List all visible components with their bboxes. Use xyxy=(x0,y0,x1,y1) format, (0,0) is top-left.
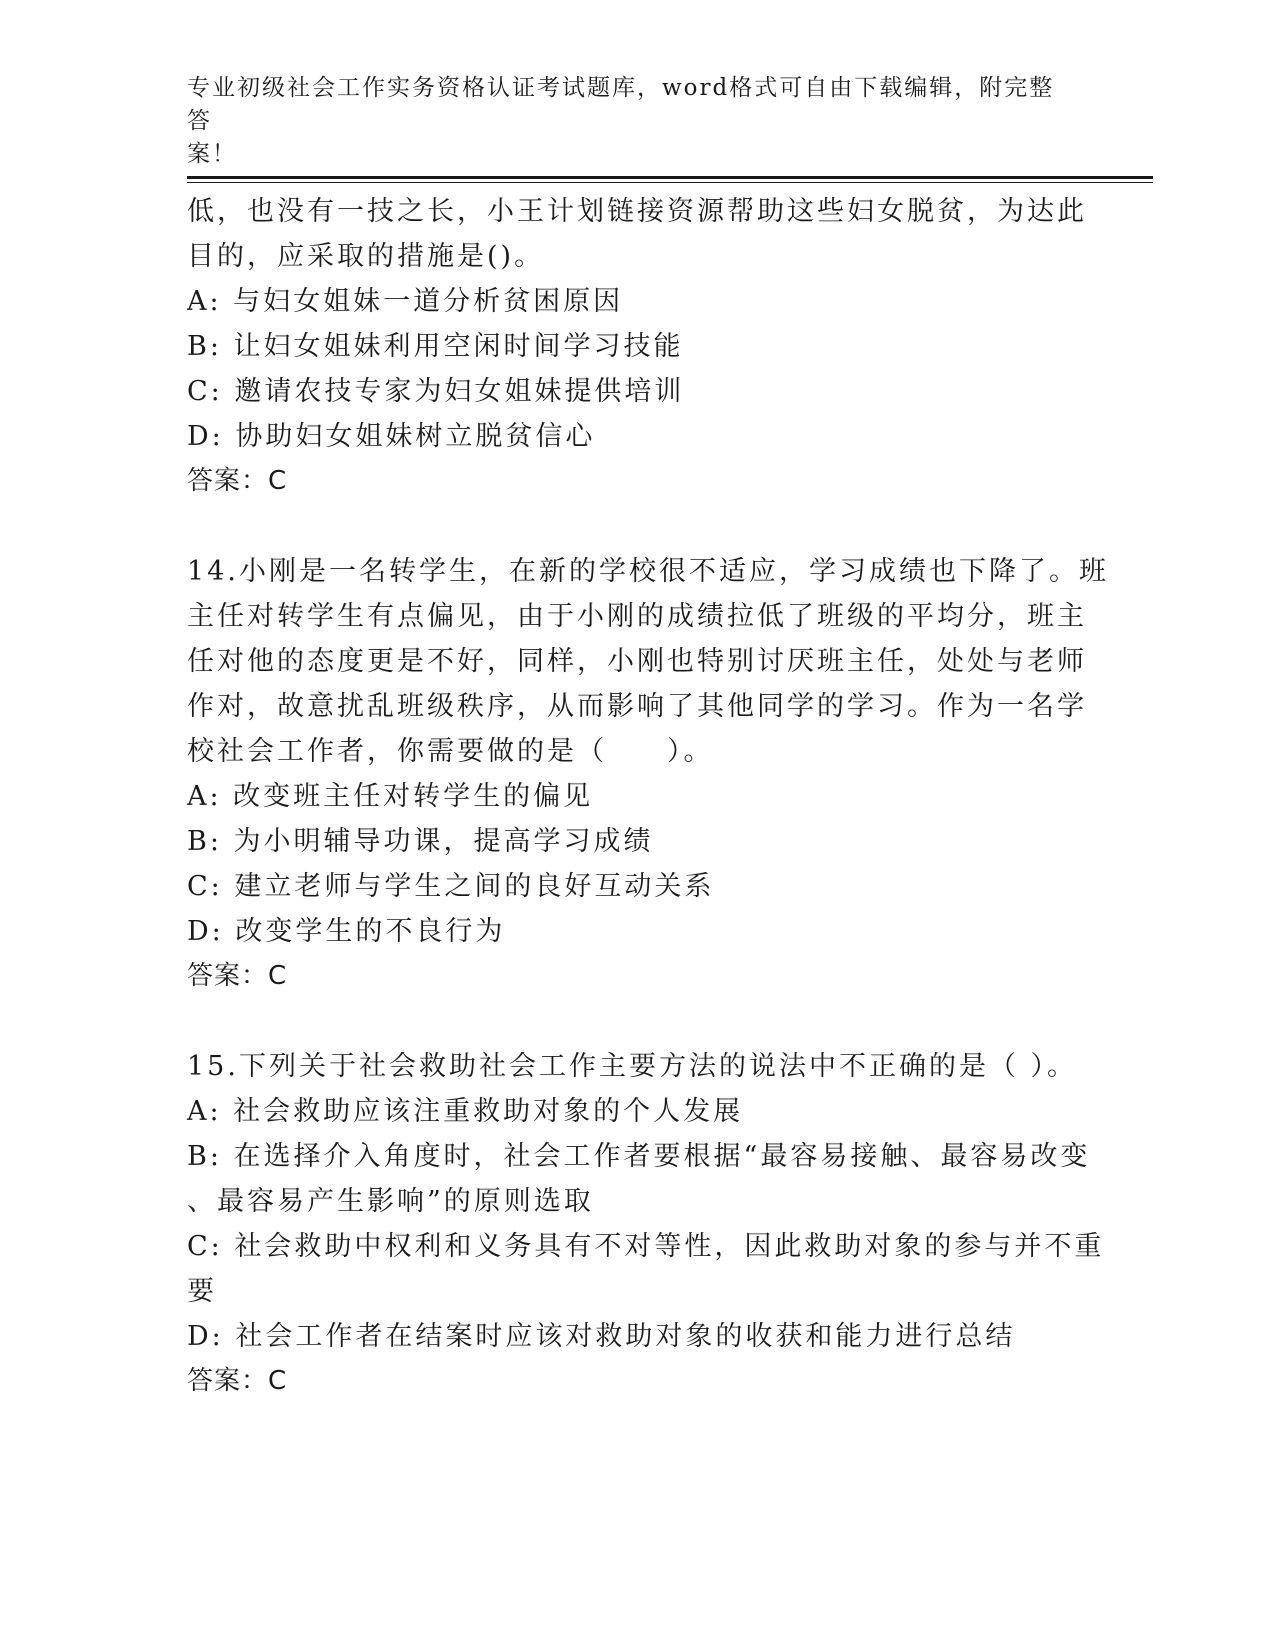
spacer xyxy=(187,504,1087,549)
option-d: D: 协助妇女姐妹树立脱贫信心 xyxy=(187,421,596,452)
option-b: B: 在选择介入角度时，社会工作者要根据“最容易接触、最容易改变 xyxy=(187,1141,1091,1172)
option-c: C: 邀请农技专家为妇女姐妹提供培训 xyxy=(187,376,685,407)
header-line-2: 案！ xyxy=(187,141,237,167)
answer-line: 答案：C xyxy=(187,961,288,991)
option-b: B: 为小明辅导功课，提高学习成绩 xyxy=(187,826,654,857)
option-a: A: 与妇女姐妹一道分析贫困原因 xyxy=(187,286,624,317)
option-d: D: 社会工作者在结案时应该对救助对象的收获和能力进行总结 xyxy=(187,1321,1016,1352)
question-stem-line: 15.下列关于社会救助社会工作主要方法的说法中不正确的是（ ）。 xyxy=(187,1051,1078,1082)
option-a: A: 社会救助应该注重救助对象的个人发展 xyxy=(187,1096,744,1127)
option-a: A: 改变班主任对转学生的偏见 xyxy=(187,781,594,812)
question-stem-line: 任对他的态度更是不好，同样，小刚也特别讨厌班主任，处处与老师 xyxy=(187,646,1087,677)
option-b: B: 让妇女姐妹利用空闲时间学习技能 xyxy=(187,331,684,362)
question-14 xyxy=(187,549,1109,999)
question-list xyxy=(187,189,1109,1404)
spacer xyxy=(187,999,1087,1044)
question-stem-line: 目的，应采取的措施是()。 xyxy=(187,241,545,272)
page-header xyxy=(187,72,1067,171)
question-stem-line: 14.小刚是一名转学生，在新的学校很不适应，学习成绩也下降了。班 xyxy=(187,556,1109,587)
header-divider-thick xyxy=(187,176,1153,179)
option-c-continued: 要 xyxy=(187,1276,217,1307)
option-c: C: 社会救助中权利和义务具有不对等性，因此救助对象的参与并不重 xyxy=(187,1231,1105,1262)
question-13 xyxy=(187,189,1087,504)
option-c: C: 建立老师与学生之间的良好互动关系 xyxy=(187,871,715,902)
question-15 xyxy=(187,1044,1105,1404)
question-stem-line: 校社会工作者，你需要做的是（ ）。 xyxy=(187,736,714,767)
header-divider-thin xyxy=(187,182,1153,183)
question-stem-line: 主任对转学生有点偏见，由于小刚的成绩拉低了班级的平均分，班主 xyxy=(187,601,1087,632)
option-d: D: 改变学生的不良行为 xyxy=(187,916,506,947)
answer-line: 答案：C xyxy=(187,466,288,496)
option-b-continued: 、最容易产生影响”的原则选取 xyxy=(187,1186,594,1217)
question-stem-line: 作对，故意扰乱班级秩序，从而影响了其他同学的学习。作为一名学 xyxy=(187,691,1087,722)
question-stem-line: 低，也没有一技之长，小王计划链接资源帮助这些妇女脱贫，为达此 xyxy=(187,196,1087,227)
header-line-1: 专业初级社会工作实务资格认证考试题库，word格式可自由下载编辑，附完整答 xyxy=(187,75,1055,134)
answer-line: 答案：C xyxy=(187,1366,288,1396)
